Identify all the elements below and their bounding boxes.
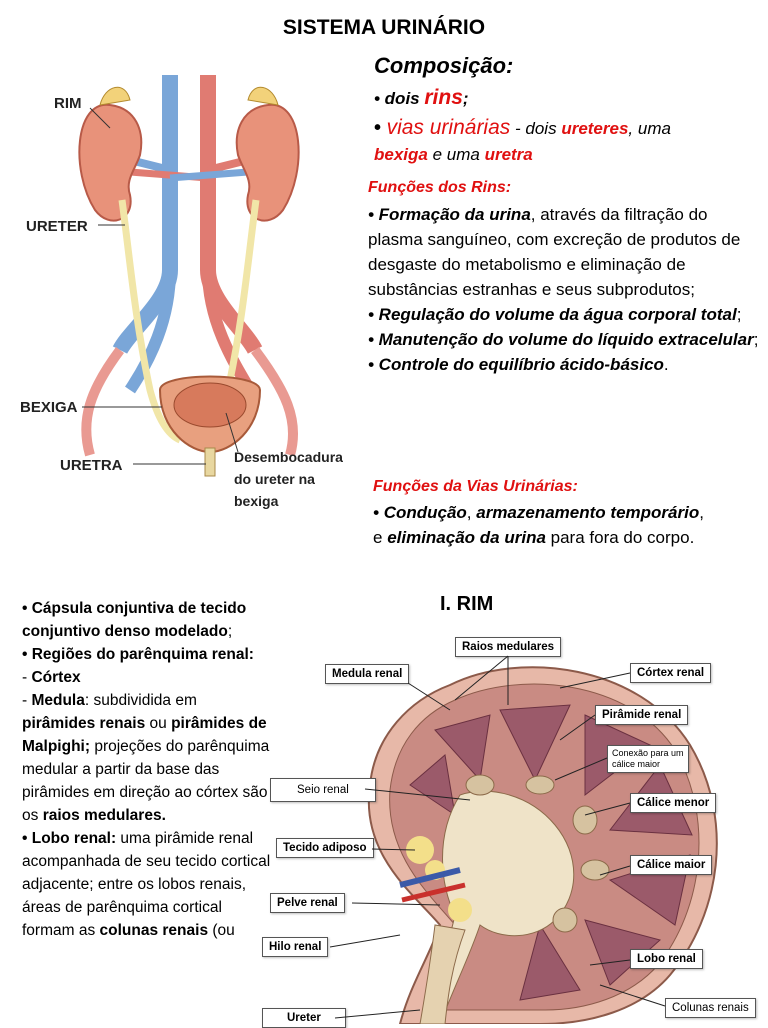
label-pelve-renal: Pelve renal	[270, 893, 345, 913]
desc-lobo: • Lobo renal: uma pirâmide renal acompanhada de seu tecido cortical adjacente; entre os lobos renais, áreas de parênquima cortical formam as colunas renais (ou	[22, 830, 271, 939]
label-medula-renal: Medula renal	[325, 664, 409, 684]
urethra	[205, 448, 215, 476]
funcao-rim-4: • Controle do equilíbrio ácido-básico.	[368, 355, 669, 374]
funcao-rim-2: • Regulação do volume da água corporal total;	[368, 305, 742, 324]
label-seio-renal: Seio renal	[270, 778, 376, 802]
composicao-item-vias: • vias urinárias - dois ureteres, uma	[374, 116, 671, 139]
label-calice-menor: Cálice menor	[630, 793, 716, 813]
label-calice-maior: Cálice maior	[630, 855, 712, 875]
label-colunas-renais: Colunas renais	[665, 998, 756, 1018]
label-bexiga: BEXIGA	[20, 399, 78, 416]
funcoes-rins-list	[368, 202, 763, 377]
label-rim: RIM	[54, 95, 82, 112]
label-ureter: URETER	[26, 218, 88, 235]
label-conexao-calice: Conexão para um cálice maior	[607, 745, 689, 773]
desc-cortex: - Córtex	[22, 669, 81, 686]
label-cortex-renal: Córtex renal	[630, 663, 711, 683]
label-hilo-renal: Hilo renal	[262, 937, 328, 957]
urinary-system-diagram	[10, 60, 365, 530]
label-piramide-renal: Pirâmide renal	[595, 705, 688, 725]
funcao-rim-3: • Manutenção do volume do líquido extracelular;	[368, 330, 759, 349]
page-title: SISTEMA URINÁRIO	[282, 16, 486, 39]
funcoes-vias-text	[373, 500, 765, 550]
desc-capsula: • Cápsula conjuntiva de tecido conjuntivo denso modelado;	[22, 600, 247, 640]
label-uretra: URETRA	[60, 457, 123, 474]
desc-regioes: • Regiões do parênquima renal:	[22, 646, 254, 663]
composicao-heading: Composição:	[374, 53, 514, 78]
funcao-rim-1: • Formação da urina, através da filtração do plasma sanguíneo, com excreção de produtos de desgaste do metabolismo e eliminação de substâncias estranhas e seus subprodutos;	[368, 205, 741, 299]
label-desembocadura-2: do ureter na	[234, 471, 315, 487]
right-kidney	[237, 105, 299, 221]
label-ureter: Ureter	[262, 1008, 346, 1028]
funcoes-vias-line-2: e eliminação da urina para fora do corpo.	[373, 528, 695, 547]
funcoes-vias-line-1: • Condução, armazenamento temporário,	[373, 503, 704, 522]
rim-section-title: I. RIM	[440, 593, 494, 615]
funcoes-vias-heading: Funções da Vias Urinárias:	[373, 478, 578, 495]
label-raios-medulares: Raios medulares	[455, 637, 561, 657]
label-desembocadura-3: bexiga	[234, 493, 279, 509]
composicao-item-vias-2: bexiga e uma uretra	[374, 145, 533, 164]
label-lobo-renal: Lobo renal	[630, 949, 703, 969]
label-desembocadura-1: Desembocadura	[234, 449, 343, 465]
rim-description	[22, 597, 272, 942]
left-kidney	[79, 105, 141, 221]
desc-medula: - Medula: subdividida em pirâmides renais ou pirâmides de Malpighi; projeções do parênquima medular a partir da base das pirâmides em direção ao córtex são os raios medulares.	[22, 692, 270, 824]
label-tecido-adiposo: Tecido adiposo	[276, 838, 374, 858]
funcoes-rins-heading: Funções dos Rins:	[368, 179, 512, 196]
composicao-item-rins: • dois rins;	[374, 86, 469, 109]
